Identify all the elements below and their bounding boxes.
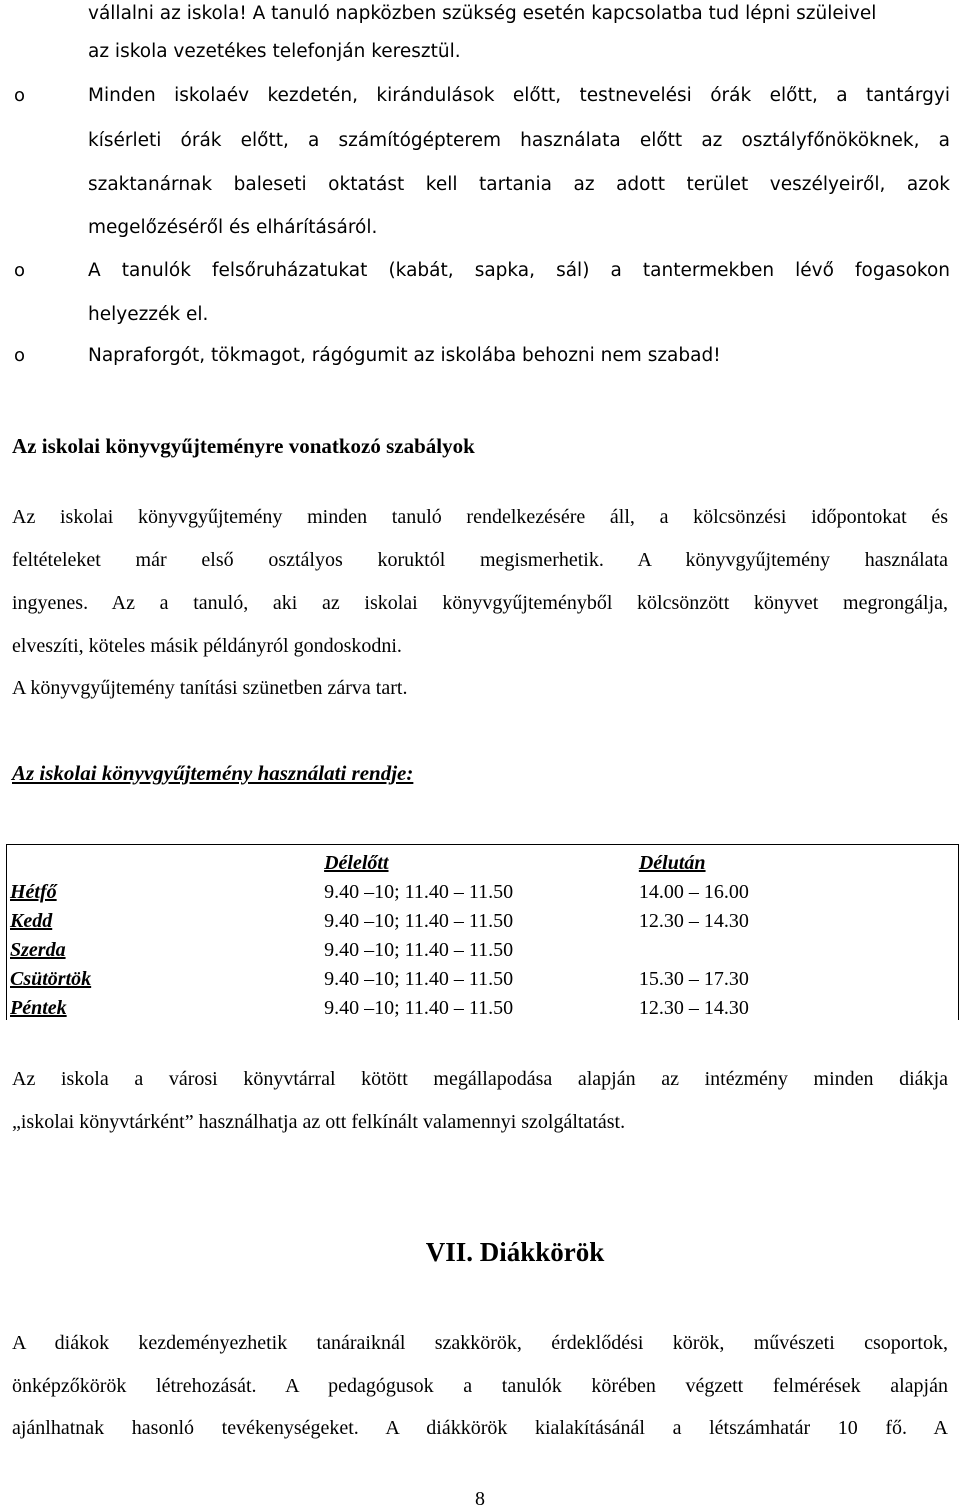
table-row <box>7 904 959 933</box>
day-cell: Péntek <box>7 991 322 1020</box>
paragraph-line: „iskolai könyvtárként” használhatja az ott felkínált valamennyi szolgáltatást. <box>12 1111 626 1133</box>
schedule-table <box>6 844 959 1020</box>
column-header-afternoon: Délután <box>636 845 959 876</box>
paragraph-line: feltételeket már első osztályos koruktól megismerhetik. A könyvgyűjtemény használata <box>12 549 948 571</box>
morning-cell: 9.40 –10; 11.40 – 11.50 <box>324 881 514 903</box>
schedule-title: Az iskolai könyvgyűjtemény használati rendje: <box>12 761 414 785</box>
page-number: 8 <box>475 1488 485 1510</box>
morning-cell: 9.40 –10; 11.40 – 11.50 <box>324 997 514 1019</box>
afternoon-cell <box>636 933 959 962</box>
paragraph-line: A diákok kezdeményezhetik tanáraiknál szakkörök, érdeklődési körök, művészeti csoportok, <box>12 1332 948 1354</box>
table-header-row <box>7 845 959 876</box>
bullet-text-line: Napraforgót, tökmagot, rágógumit az iskolába behozni nem szabad! <box>88 345 721 366</box>
paragraph-line: Az iskola a városi könyvtárral kötött megállapodása alapján az intézmény minden diákja <box>12 1068 948 1090</box>
paragraph-line: ingyenes. Az a tanuló, aki az iskolai könyvgyűjteményből kölcsönzött könyvet megrongálja, <box>12 592 948 614</box>
bullet-marker: o <box>14 345 26 366</box>
bullet-text-line: kísérleti órák előtt, a számítógépterem használata előtt az osztályfőnököknek, a <box>88 130 950 151</box>
text-line: az iskola vezetékes telefonján keresztül. <box>88 41 461 62</box>
morning-cell: 9.40 –10; 11.40 – 11.50 <box>324 939 514 961</box>
paragraph-line: Az iskolai könyvgyűjtemény minden tanuló rendelkezésére áll, a kölcsönzési időpontokat és <box>12 506 948 528</box>
afternoon-cell: 12.30 – 14.30 <box>636 904 959 933</box>
paragraph-line: elveszíti, köteles másik példányról gondoskodni. <box>12 635 402 657</box>
paragraph-line: A könyvgyűjtemény tanítási szünetben zárva tart. <box>12 677 408 699</box>
afternoon-cell: 14.00 – 16.00 <box>636 875 959 904</box>
day-cell: Szerda <box>7 933 322 962</box>
chapter-heading: VII. Diákkörök <box>425 1237 605 1267</box>
morning-cell: 9.40 –10; 11.40 – 11.50 <box>324 968 514 990</box>
day-cell: Csütörtök <box>7 962 322 991</box>
day-cell: Hétfő <box>7 875 322 904</box>
bullet-marker: o <box>14 85 26 106</box>
bullet-text-line: megelőzéséről és elhárításáról. <box>88 217 378 238</box>
bullet-text-line: Minden iskolaév kezdetén, kirándulások előtt, testnevelési órák előtt, a tantárgyi <box>88 85 950 106</box>
paragraph-line: ajánlhatnak hasonló tevékenységeket. A diákkörök kialakításánál a létszámhatár 10 fő. A <box>12 1417 948 1439</box>
morning-cell: 9.40 –10; 11.40 – 11.50 <box>324 910 514 932</box>
bullet-text-line: A tanulók felsőruházatukat (kabát, sapka, sál) a tantermekben lévő fogasokon <box>88 260 950 281</box>
text-line: vállalni az iskola! A tanuló napközben szükség esetén kapcsolatba tud lépni szüleivel <box>88 3 877 24</box>
column-header-morning: Délelőtt <box>321 845 636 876</box>
paragraph-line: önképzőkörök létrehozását. A pedagógusok a tanulók körében végzett felmérések alapján <box>12 1375 948 1397</box>
section-heading: Az iskolai könyvgyűjteményre vonatkozó szabályok <box>12 434 475 458</box>
bullet-marker: o <box>14 260 26 281</box>
day-cell: Kedd <box>7 904 322 933</box>
table-row <box>7 962 959 991</box>
table-row <box>7 991 959 1020</box>
table-row <box>7 933 959 962</box>
bullet-text-line: szaktanárnak baleseti oktatást kell tartania az adott terület veszélyeiről, azok <box>88 174 950 195</box>
afternoon-cell: 12.30 – 14.30 <box>636 991 959 1020</box>
afternoon-cell: 15.30 – 17.30 <box>636 962 959 991</box>
bullet-text-line: helyezzék el. <box>88 304 209 325</box>
table-cell <box>7 845 322 876</box>
table-row <box>7 875 959 904</box>
